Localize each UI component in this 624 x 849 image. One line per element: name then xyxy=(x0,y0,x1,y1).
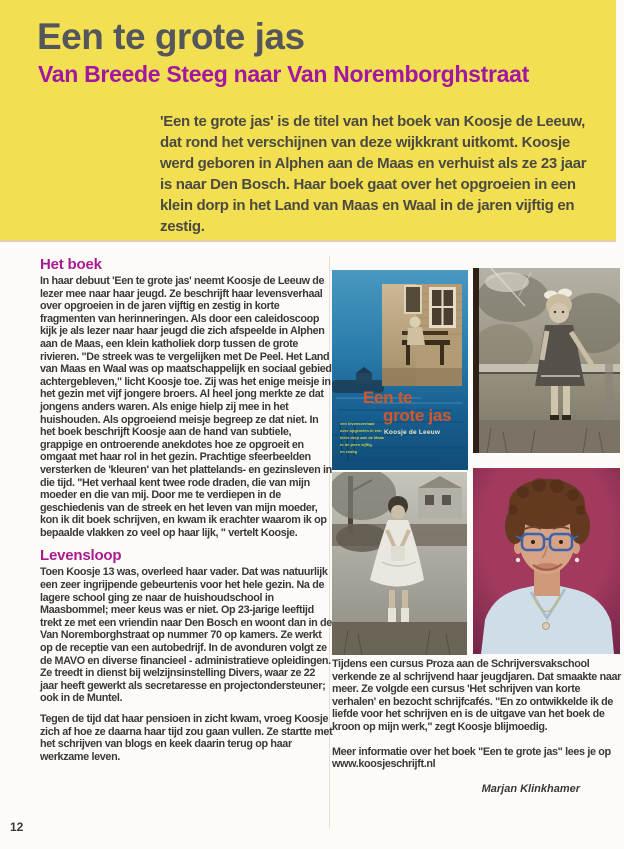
info-paragraph: Meer informatie over het boek "Een te grote jas" lees je op www.koosjeschrijft.nl xyxy=(332,745,611,771)
photo-girl-in-garden xyxy=(332,472,467,655)
website-url: www.koosjeschrijft.nl xyxy=(332,758,436,771)
section-heading-het-boek: Het boek xyxy=(40,256,102,273)
book-cover-image xyxy=(332,270,468,470)
photo-girl-at-fence xyxy=(473,268,620,453)
section-heading-levensloop: Levensloop xyxy=(40,547,122,565)
book-cover-title-line2: grote jas xyxy=(383,406,452,425)
book-cover-author: Koosje de Leeuw xyxy=(384,429,441,436)
book-cover-title-line1: Een te xyxy=(363,388,413,407)
intro-paragraph: 'Een te grote jas' is de titel van het boek van Koosje de Leeuw, dat rond het verschijnen van deze wijkkrant uitkomt. Koosje werd geboren in Alphen aan de Maas en verhuist als ze 23 jaar is naar Den Bosch. Haar boek gaat over het opgroeien in een klein dorp in het Land van Maas en Waal in de jaren vijftig en zestig. xyxy=(160,113,587,235)
body-paragraph: In haar debuut 'Een te grote jas' neemt Koosje de Leeuw de lezer mee naar haar jeugd. Ze beschrijft haar levensverhaal over opgroeien in de jaren vijftig en zestig in korte fragmenten van herinneringen. Als door een caleidoscoop kijk je als lezer naar haar jeugd die zich afspeelde in Alphen aan de Maas, een klein katholiek dorp tussen de grote rivieren. "De streek was te vergelijken met De Peel. Het Land van Maas en Waal was op maatschappelijk en sociaal gebied achtergebleven," licht Koosje toe. Zij was het enige meisje in het gezin met vijf jongere broers. Al heel jong merkte ze dat jongens anders waren. Als enige hielp zij mee in het huishouden. Als opgroeiend meisje begreep ze dat niet. In het boek beschrijft Koosje aan de hand van subtiele, grappige en ontroerende anekdotes hoe ze opgroeit en omgaat met haar rol in het gezin. Prachtige sfeerbeelden versterken de 'kleuren' van het plattelands- en gezinsleven in die tijd. "Het verhaal kent twee rode draden, die van mijn moeder en die van mij. Door me te verdiepen in de geschiedenis van de streek en het leven van mijn moeder, kon ik dit boek schrijven, en kwam ik erachter waarom ik op bepaalde vlakken zo veel op haar lijk, " vertelt Koosje. xyxy=(40,275,332,539)
page-title: Een te grote jas xyxy=(37,16,305,57)
body-paragraph: Tegen de tijd dat haar pensioen in zicht kwam, vroeg Koosje zich af hoe ze daarna haar tijd zou gaan vullen. Ze startte met het schrijven van blogs en keek daarin terug op haar werkzame leven. xyxy=(40,713,333,763)
yellow-header xyxy=(0,0,616,242)
right-text-block xyxy=(332,658,622,795)
article-column xyxy=(40,256,334,771)
book-cover-blurb: een levensverhaal over opgroeien in een klein dorp aan de Maas in de jaren vijftig en zestig xyxy=(340,421,385,454)
page-number: 12 xyxy=(10,820,24,834)
body-paragraph: Toen Koosje 13 was, overleed haar vader. Dat was natuurlijk een zeer ingrijpende gebeurtenis voor het hele gezin. Na de lagere school ging ze naar de huishoudschool in Maasbommel; meer keus was er niet. Op 23-jarige leeftijd trekt ze met een vriendin naar Den Bosch en woont dan in de Van Noremborghstraat op nummer 70 op kamers. Ze werkt op de receptie van een autobedrijf. In de avonduren volgt ze de MAVO en diverse financieel - administratieve opleidingen. Ze treedt in dienst bij welzijnsinstelling Divers, waar ze 22 jaar heeft gewerkt als secretaresse en projectondersteuner; ook in de Muntel. xyxy=(40,566,332,705)
closing-paragraph: Tijdens een cursus Proza aan de Schrijversvakschool verkende ze al schrijvend haar jeugdjaren. Dat smaakte naar meer. Ze volgde een cursus 'Het schrijven van korte verhalen' en bezocht schrijfcafés. "En zo ontwikkelde ik de liefde voor het schrijven en is de uitgave van het boek de kroon op mijn werk," zegt Koosje blijmoedig. xyxy=(332,658,622,733)
page-subtitle: Van Breede Steeg naar Van Noremborghstraat xyxy=(38,61,530,87)
byline: Marjan Klinkhamer xyxy=(481,782,580,795)
photo-portrait-koosje xyxy=(473,468,620,654)
